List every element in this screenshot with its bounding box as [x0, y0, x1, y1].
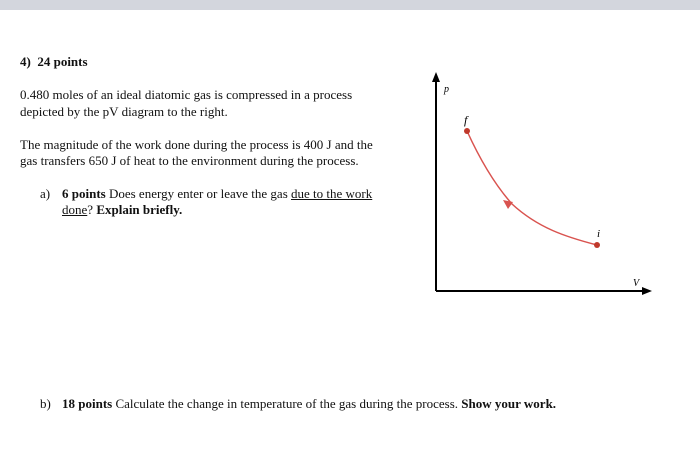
initial-point-label: i — [597, 228, 601, 240]
part-a-label: a) — [40, 186, 51, 201]
part-a-explain: Explain briefly. — [96, 202, 183, 217]
final-point — [464, 128, 470, 134]
intro-line-2: depicted by the pV diagram to the right. — [20, 104, 228, 119]
problem-number: 4) — [20, 54, 31, 69]
info-line-1: The magnitude of the work done during the process is 400 J and the — [20, 137, 373, 152]
part-b-label: b) — [40, 396, 51, 411]
x-axis-label: V — [633, 278, 640, 289]
y-axis-arrow — [432, 72, 440, 82]
part-a-text: Does energy enter or leave the gas — [108, 186, 288, 201]
problem-points: 24 points — [37, 54, 88, 69]
part-a-underlined-1: due to the work — [291, 186, 373, 201]
part-a-underlined-2: done — [62, 202, 88, 217]
part-b-show-work: Show your work. — [461, 396, 557, 411]
part-b-points: 18 points — [62, 396, 113, 411]
y-axis-label: p — [444, 84, 449, 95]
process-curve — [467, 131, 597, 245]
intro-line-1: 0.480 moles of an ideal diatomic gas is compressed in a process — [20, 87, 353, 102]
final-point-label: f — [464, 113, 468, 127]
part-a-question-mark: ? — [87, 202, 94, 217]
info-line-2: gas transfers 650 J of heat to the environment during the process. — [20, 153, 359, 168]
initial-point — [594, 242, 600, 248]
x-axis-arrow — [642, 287, 652, 295]
part-a-points: 6 points — [62, 186, 106, 201]
part-b-text: Calculate the change in temperature of the gas during the process. — [115, 396, 459, 411]
